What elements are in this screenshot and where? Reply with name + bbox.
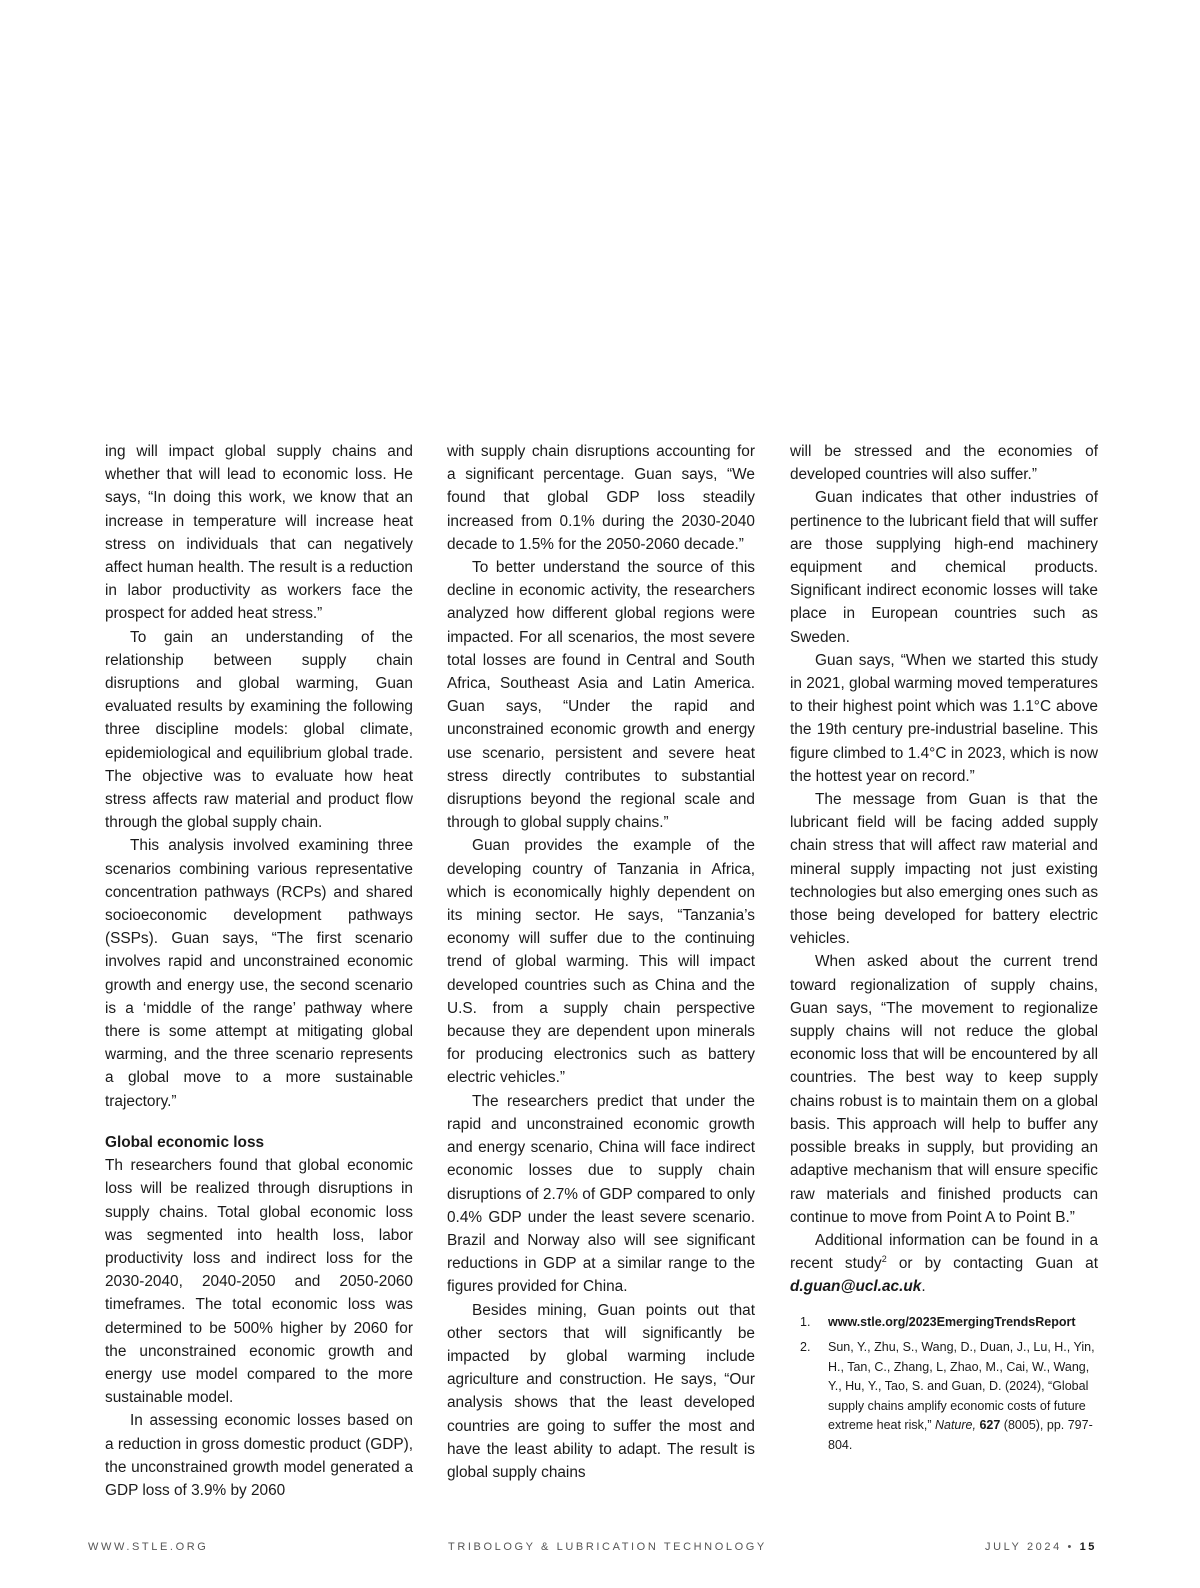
paragraph-text: Additional information can be found in a recent study: [790, 1231, 1098, 1273]
paragraph: Guan says, “When we started this study in 2021, global warming moved temperatures to their highest point which was 1.1°C above the 19th century pre-industrial baseline. This figure climbed to 1.4°C in 2023, which is now the hottest year on record.”: [790, 651, 1098, 785]
paragraph: Guan provides the example of the developing country of Tanzania in Africa, which is economically highly dependent on its mining sector. He says, “Tanzania’s economy will suffer due to the continuing trend of global warming. This will impact developed countries such as China and the U.S. from a supply chain perspective because they are dependent upon minerals for producing electronics such as battery electric vehicles.”: [447, 837, 755, 1087]
references-list: [790, 1313, 1098, 1456]
paragraph: When asked about the current trend toward regionalization of supply chains, Guan says, “The movement to regionalize supply chains will not reduce the global economic loss that will be encountered by all countries. The best way to keep supply chains robust is to maintain them on a global basis. This approach will help to buffer any possible breaks in supply, but providing an adaptive mechanism that will ensure specific raw materials and finished products can continue to move from Point A to Point B.”: [790, 953, 1098, 1226]
citation-marker: 2: [881, 1253, 887, 1264]
article-column-1: [105, 440, 413, 1502]
reference-authors: Sun, Y., Zhu, S., Wang, D., Duan, J., Lu, H., Yin, H., Tan, C., Zhang, L, Zhao, M., Cai, W., Wang, Y., Hu, Y., Tao, S. and Guan, D. (2024), “Global supply chains amplify economic costs of future extreme heat risk,”: [828, 1340, 1095, 1433]
paragraph: In assessing economic losses based on a reduction in gross domestic product (GDP), the unconstrained growth model generated a GDP loss of 3.9% by 2060: [105, 1412, 413, 1499]
reference-journal: Nature,: [934, 1418, 976, 1433]
reference-text: [828, 1338, 1098, 1455]
paragraph: Guan indicates that other industries of pertinence to the lubricant field that will suffer are those supplying high-end machinery equipment and chemical products. Significant indirect economic losses will take place in European countries such as Sweden.: [790, 489, 1098, 646]
paragraph: Besides mining, Guan points out that other sectors that will significantly be impacted by global warming include agriculture and construction. He says, “Our analysis shows that the least developed countries are going to suffer the most and have the least ability to adapt. The result is global supply chains: [447, 1301, 755, 1481]
paragraph: The message from Guan is that the lubricant field will be facing added supply chain stress that will affect raw material and mineral supply impacting not just existing technologies but also emerging ones such as those being developed for battery electric vehicles.: [790, 791, 1099, 948]
paragraph-text: .: [921, 1278, 926, 1296]
footer-issue: [985, 1541, 1097, 1553]
paragraph: will be stressed and the economies of developed countries will also suffer.”: [790, 443, 1098, 484]
paragraph: with supply chain disruptions accounting for a significant percentage. Guan says, “We found that global GDP loss steadily increased from 0.1% during the 2030-2040 decade to 1.5% for the 2050-2060 decade.”: [447, 443, 755, 553]
paragraph: To gain an understanding of the relationship between supply chain disruptions and global warming, Guan evaluated results by examining the following three discipline models: global climate, epidemiological and equilibrium global trade. The objective was to evaluate how heat stress affects raw material and product flow through the global supply chain.: [105, 628, 413, 832]
reference-pages: (8005), pp. 797-804.: [828, 1418, 1093, 1452]
reference-volume: 627: [979, 1418, 1001, 1433]
paragraph: Th researchers found that global economic loss will be realized through disruptions in supply chains. Total global economic loss was segmented into health loss, labor productivity loss and indirect loss for the 2030-2040, 2040-2050 and 2050-2060 timeframes. The total economic loss was determined to be 500% higher by 2060 for the unconstrained economic growth and energy use model compared to the more sustainable model.: [105, 1157, 413, 1407]
footer-website[interactable]: WWW.STLE.ORG: [88, 1541, 209, 1553]
paragraph: The researchers predict that under the rapid and unconstrained economic growth and energy scenario, China will face indirect economic losses due to supply chain disruptions of 2.7% of GDP compared to only 0.4% GDP under the least severe scenario. Brazil and Norway also will see significant reductions in GDP at a similar range to the figures provided for China.: [447, 1092, 755, 1296]
reference-item: [790, 1338, 1098, 1455]
reference-number: 1.: [800, 1314, 811, 1329]
section-heading: Global economic loss: [105, 1133, 265, 1151]
paragraph-text: or by contacting Guan at: [886, 1255, 1098, 1273]
paragraph: To better understand the source of this decline in economic activity, the researchers analyzed how different global regions were impacted. For all scenarios, the most severe total losses are found in Central and South Africa, Southeast Asia and Latin America. Guan says, “Under the rapid and unconstrained economic growth and energy use scenario, persistent and severe heat stress directly contributes to substantial disruptions beyond the regional scale and through to global supply chains.”: [447, 559, 755, 832]
paragraph: ing will impact global supply chains and whether that will lead to economic loss. He says, “In doing this work, we know that an increase in temperature will increase heat stress on individuals that can negatively affect human health. The result is a reduction in labor productivity as workers face the prospect for added heat stress.”: [105, 443, 413, 623]
closing-paragraph: [790, 1229, 1098, 1299]
page-number: 15: [1079, 1541, 1098, 1553]
paragraph: This analysis involved examining three scenarios combining various representative concentration pathways (RCPs) and shared socioeconomic development pathways (SSPs). Guan says, “The first scenario involves rapid and unconstrained economic growth and energy use, the second scenario is a ‘middle of the range’ pathway where there is some attempt at mitigating global warming, and the three scenario represents a global move to a more sustainable trajectory.”: [105, 837, 413, 1110]
footer-date: JULY 2024: [985, 1541, 1062, 1553]
article-column-3: [790, 440, 1098, 1461]
reference-number: 2.: [800, 1340, 811, 1355]
reference-link[interactable]: www.stle.org/2023EmergingTrendsReport: [828, 1314, 1076, 1329]
reference-item: [790, 1313, 1098, 1333]
footer-publication: TRIBOLOGY & LUBRICATION TECHNOLOGY: [448, 1541, 767, 1553]
email-link[interactable]: d.guan@ucl.ac.uk: [790, 1278, 922, 1296]
footer-separator: •: [1061, 1541, 1080, 1553]
article-column-2: [447, 440, 755, 1484]
